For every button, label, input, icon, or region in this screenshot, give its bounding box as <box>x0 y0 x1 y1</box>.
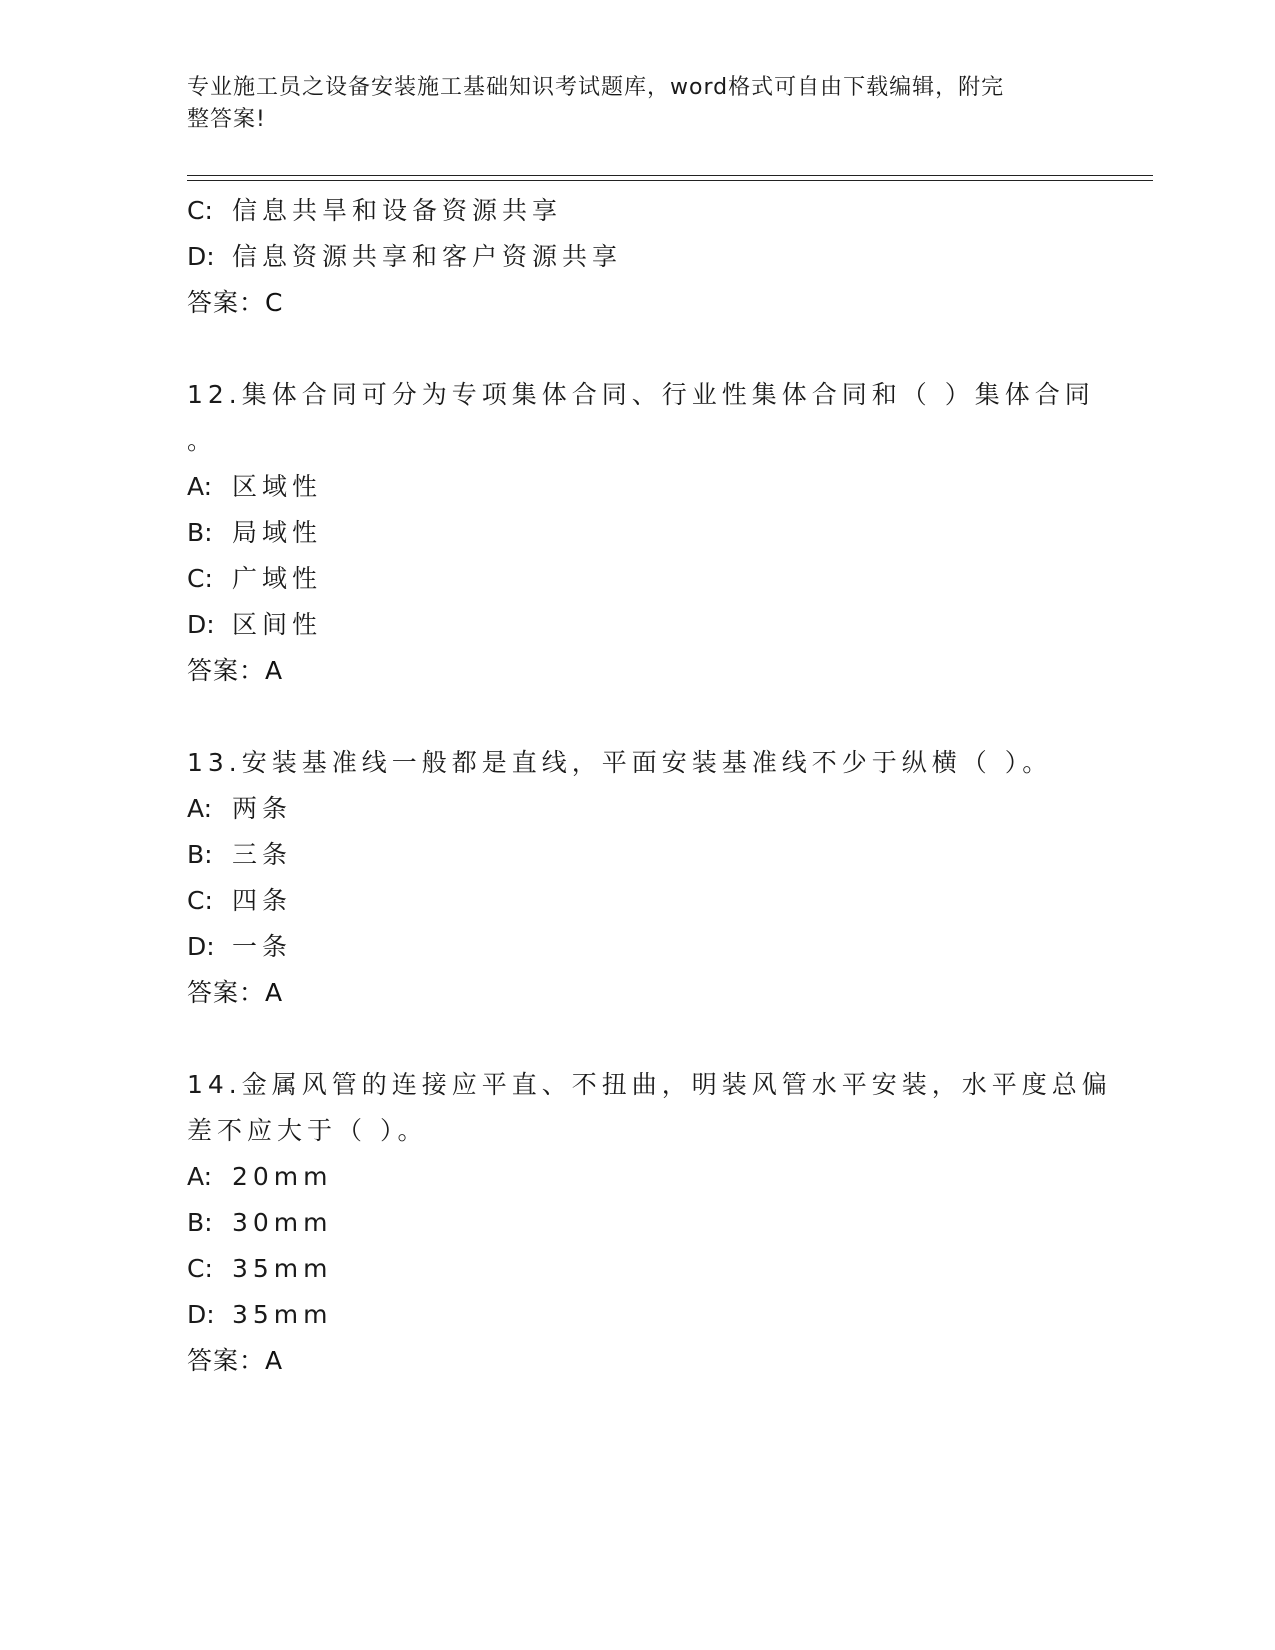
header-divider <box>187 175 1153 176</box>
option-b <box>187 510 1087 556</box>
option-text: 35mm <box>232 1300 333 1329</box>
option-d <box>187 1292 1087 1338</box>
question-12 <box>187 372 1095 694</box>
option-label: A: <box>187 1162 213 1191</box>
option-label: B: <box>187 518 213 547</box>
option-c <box>187 878 1087 924</box>
option-b <box>187 832 1087 878</box>
header-title-line: 专业施工员之设备安装施工基础知识考试题库，word格式可自由下载编辑，附完 <box>187 75 1005 100</box>
option-text: 两条 <box>232 794 293 823</box>
question-stem-continuation: 差不应大于（ ）。 <box>187 1116 428 1145</box>
question-stem: 14.金属风管的连接应平直、不扭曲，明装风管水平安装，水平度总偏 <box>187 1070 1112 1099</box>
option-d <box>187 234 1087 280</box>
option-label: B: <box>187 1208 213 1237</box>
spacer <box>187 694 1087 740</box>
option-text: 35mm <box>232 1254 333 1283</box>
option-text: 信息共旱和设备资源共享 <box>232 196 563 225</box>
option-label: D: <box>187 610 215 639</box>
option-d <box>187 602 1087 648</box>
option-c <box>187 188 1087 234</box>
option-label: A: <box>187 472 213 501</box>
option-text: 20mm <box>232 1162 333 1191</box>
question-14 <box>187 1062 1112 1384</box>
option-label: B: <box>187 840 213 869</box>
spacer <box>187 326 1087 372</box>
option-text: 广域性 <box>232 564 323 593</box>
header-title-line: 整答案! <box>187 107 266 132</box>
header-divider <box>187 180 1153 181</box>
question-list <box>187 188 1112 1384</box>
option-c <box>187 556 1087 602</box>
option-d <box>187 924 1087 970</box>
option-a <box>187 464 1087 510</box>
option-text: 四条 <box>232 886 293 915</box>
option-text: 区间性 <box>232 610 323 639</box>
question-13 <box>187 740 1087 1016</box>
question-continued <box>187 188 1087 326</box>
question-stem: 13.安装基准线一般都是直线，平面安装基准线不少于纵横（ ）。 <box>187 748 1053 777</box>
question-stem: 12.集体合同可分为专项集体合同、行业性集体合同和（ ）集体合同 <box>187 380 1095 409</box>
option-a <box>187 1154 1087 1200</box>
option-text: 一条 <box>232 932 293 961</box>
option-label: C: <box>187 886 213 915</box>
option-label: A: <box>187 794 213 823</box>
option-label: C: <box>187 1254 213 1283</box>
answer: 答案：C <box>187 288 284 317</box>
option-c <box>187 1246 1087 1292</box>
answer: 答案：A <box>187 978 284 1007</box>
answer: 答案：A <box>187 1346 284 1375</box>
spacer <box>187 1016 1087 1062</box>
option-a <box>187 786 1087 832</box>
option-text: 信息资源共享和客户资源共享 <box>232 242 623 271</box>
option-b <box>187 1200 1087 1246</box>
option-label: C: <box>187 564 213 593</box>
option-text: 30mm <box>232 1208 333 1237</box>
option-label: D: <box>187 932 215 961</box>
option-text: 三条 <box>232 840 293 869</box>
option-text: 局域性 <box>232 518 323 547</box>
question-stem-continuation: 。 <box>187 426 218 455</box>
page-header <box>187 72 1067 136</box>
option-label: D: <box>187 242 215 271</box>
option-label: C: <box>187 196 213 225</box>
option-text: 区域性 <box>232 472 323 501</box>
option-label: D: <box>187 1300 215 1329</box>
answer: 答案：A <box>187 656 284 685</box>
